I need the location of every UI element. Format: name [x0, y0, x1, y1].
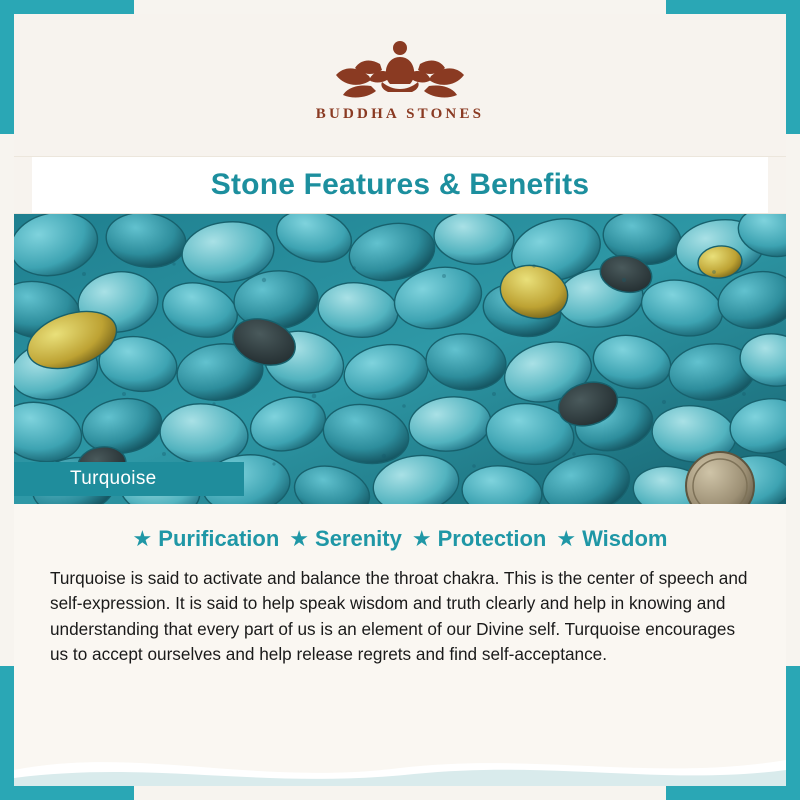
- lotus-meditation-icon: [325, 28, 475, 104]
- stone-name-label: Turquoise: [14, 462, 244, 496]
- star-icon: ★: [132, 526, 153, 551]
- benefit-label: Purification: [158, 526, 280, 551]
- benefit-label: Serenity: [315, 526, 402, 551]
- brand-header: [14, 14, 786, 156]
- star-icon: ★: [411, 526, 432, 551]
- benefit-label: Protection: [437, 526, 547, 551]
- benefit-item-protection: [412, 526, 547, 552]
- brand-name: BUDDHA STONES: [315, 106, 485, 122]
- section-title-band: [14, 156, 786, 214]
- benefits-row: [14, 504, 786, 560]
- benefit-item-serenity: [289, 526, 402, 552]
- stone-description: Turquoise is said to activate and balance the throat chakra. This is the center of speech and self-expression. It is said to help speak wisdom and truth clearly and help in knowing and understanding that every part of us is an element of our Divine self. Turquoise encourages us to accept ourselves and help release regrets and find self-acceptance.: [50, 568, 748, 665]
- star-icon: ★: [556, 526, 577, 551]
- turquoise-stones-photo: [14, 214, 786, 504]
- content-card: [14, 14, 786, 786]
- bottom-wave-decoration: [14, 716, 786, 786]
- benefit-item-purification: [133, 526, 280, 552]
- star-icon: ★: [289, 526, 310, 551]
- benefit-item-wisdom: [556, 526, 667, 552]
- page-title: Stone Features & Benefits: [210, 168, 590, 201]
- benefit-label: Wisdom: [582, 526, 668, 551]
